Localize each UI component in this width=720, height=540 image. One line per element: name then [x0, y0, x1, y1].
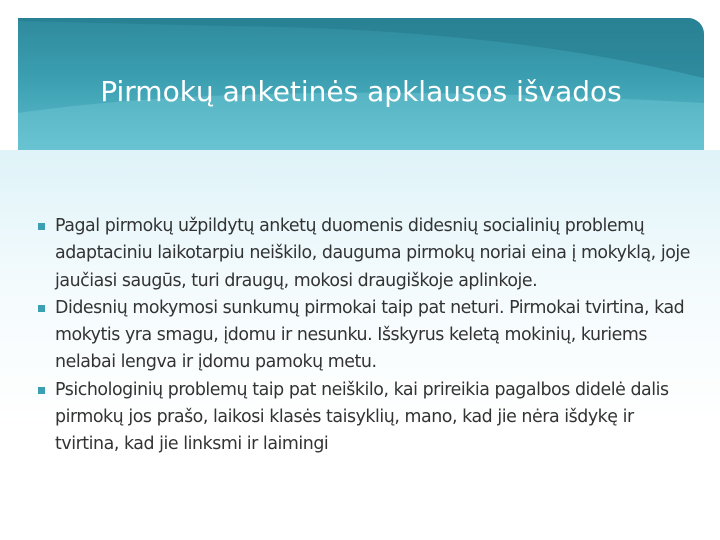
bullet-text: Pagal pirmokų užpildytų anketų duomenis didesnių socialinių problemų adaptaciniu laikotarpiu neiškilo, dauguma pirmokų noriai eina į mokyklą, joje jaučiasi saugūs, turi draugų, mokosi draugiškoje aplinkoje.	[55, 216, 691, 291]
title-banner	[18, 18, 704, 150]
bullet-item	[38, 377, 693, 459]
bullet-item	[38, 213, 693, 295]
square-bullet-icon	[38, 223, 45, 230]
bullet-item	[38, 295, 693, 377]
bullet-list	[38, 213, 693, 459]
square-bullet-icon	[38, 387, 45, 394]
slide-title: Pirmokų anketinės apklausos išvados	[100, 75, 622, 108]
bullet-text: Didesnių mokymosi sunkumų pirmokai taip pat neturi. Pirmokai tvirtina, kad mokytis yra smagu, įdomu ir nesunku. Išskyrus keletą mokinių, kuriems nelabai lengva ir įdomu pamokų metu.	[55, 297, 685, 373]
bullet-text: Psichologinių problemų taip pat neiškilo, kai prireikia pagalbos didelė dalis pirmokų jos prašo, laikosi klasės taisyklių, mano, kad jie nėra išdykę ir tvirtina, kad jie linksmi ir laimingi	[55, 379, 669, 455]
square-bullet-icon	[38, 305, 45, 312]
